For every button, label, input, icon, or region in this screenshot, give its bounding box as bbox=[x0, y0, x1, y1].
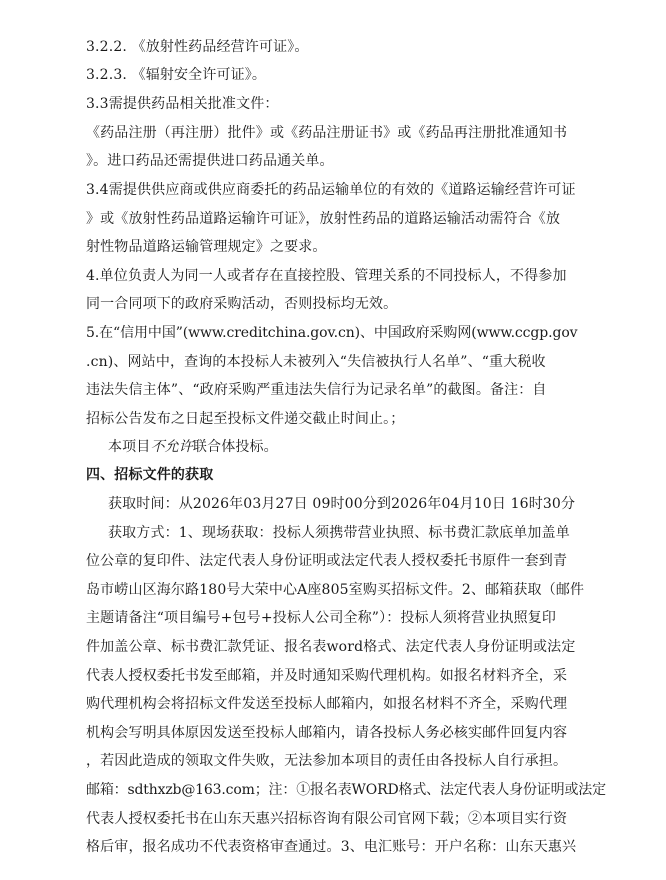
method-line-5: 件加盖公章、标书费汇款凭证、报名表word格式、法定代表人身份证明或法定 bbox=[86, 639, 576, 655]
item-5-line2: .cn)、网站中，查询的本投标人未被列入“失信被执行人名单”、“重大税收 bbox=[86, 354, 546, 370]
method-line-9: ，若因此造成的领取文件失败，无法参加本项目的责任由各投标人自行承担。 bbox=[86, 753, 568, 769]
method-line-8: 机构会写明具体原因发送至投标人邮箱内，请各投标人务必核实邮件回复内容 bbox=[86, 725, 568, 741]
consortium-emphasis: 不允许 bbox=[150, 439, 193, 455]
item-4-line1: 4.单位负责人为同一人或者存在直接控股、管理关系的不同投标人，不得参加 bbox=[86, 268, 567, 284]
item-5-line3: 违法失信主体”、“政府采购严重违法失信行为记录名单”的截图。备注：自 bbox=[86, 382, 547, 398]
item-3-2-2: 3.2.2. 《放射性药品经营许可证》。 bbox=[86, 39, 309, 55]
method-line-7: 购代理机构会将招标文件发送至投标人邮箱内，如报名材料不齐全，采购代理 bbox=[86, 696, 568, 712]
item-3-3-heading: 3.3需提供药品相关批准文件： bbox=[86, 96, 279, 112]
consortium-line bbox=[108, 438, 278, 456]
item-3-4-line3: 射性物品道路运输管理规定》之要求。 bbox=[86, 239, 327, 255]
method-line-6: 代表人授权委托书发至邮箱，并及时通知采购代理机构。如报名材料齐全，采 bbox=[86, 668, 568, 684]
acquisition-time bbox=[108, 495, 575, 513]
item-3-3-line1: 《药品注册（再注册）批件》或《药品注册证书》或《药品再注册批准通知书 bbox=[86, 125, 568, 141]
method-line-2: 位公章的复印件、法定代表人身份证明或法定代表人授权委托书原件一套到青 bbox=[86, 553, 568, 569]
consortium-suffix: 联合体投标。 bbox=[192, 439, 278, 455]
method-line-1: 获取方式：1、现场获取：投标人须携带营业执照、标书费汇款底单加盖单 bbox=[108, 525, 570, 541]
method-line-11: 代表人授权委托书在山东天惠兴招标咨询有限公司官网下载；②本项目实行资 bbox=[86, 811, 568, 827]
item-4-line2: 同一合同项下的政府采购活动，否则投标均无效。 bbox=[86, 296, 398, 312]
method-line-12: 格后审，报名成功不代表资格审查通过。3、电汇账号：开户名称：山东天惠兴 bbox=[86, 839, 577, 855]
method-line-4: 主题请备注“项目编号+包号+投标人公司全称”）：投标人须将营业执照复印 bbox=[86, 610, 557, 626]
acquisition-time-value: 从2026年03月27日 09时00分到2026年04月10日 16时30分 bbox=[178, 496, 576, 512]
item-5-line1: 5.在“信用中国”(www.creditchina.gov.cn)、中国政府采购网(www.ccgp.gov bbox=[86, 325, 578, 341]
method-line-10: 邮箱：sdthxzb@163.com；注：①报名表WORD格式、法定代表人身份证明或法定 bbox=[86, 782, 606, 798]
method-line-3: 岛市崂山区海尔路180号大荣中心A座805室购买招标文件。2、邮箱获取（邮件 bbox=[86, 582, 585, 598]
item-3-3-line2: 》。进口药品还需提供进口药品通关单。 bbox=[86, 153, 334, 169]
section-4-title: 四、招标文件的获取 bbox=[86, 467, 214, 483]
consortium-prefix: 本项目 bbox=[108, 439, 151, 455]
item-5-line4: 招标公告发布之日起至投标文件递交截止时间止。； bbox=[86, 411, 405, 427]
item-3-4-line2: 》或《放射性药品道路运输许可证》，放射性药品的道路运输活动需符合《放 bbox=[86, 211, 561, 227]
acquisition-time-label: 获取时间： bbox=[108, 496, 179, 512]
item-3-4-line1: 3.4需提供供应商或供应商委托的药品运输单位的有效的《道路运输经营许可证 bbox=[86, 182, 576, 198]
item-3-2-3: 3.2.3. 《辐射安全许可证》。 bbox=[86, 67, 267, 83]
